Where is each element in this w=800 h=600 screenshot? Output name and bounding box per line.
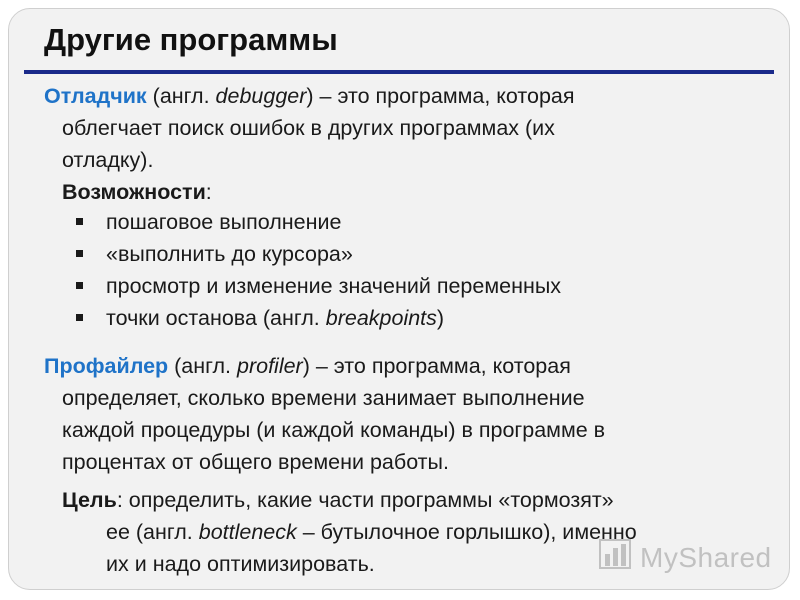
bottleneck-term: bottleneck: [198, 520, 297, 544]
bullet-icon: [76, 314, 83, 321]
debugger-en-term: debugger: [215, 84, 307, 108]
watermark: [598, 538, 772, 577]
goal-line-2: [106, 516, 637, 548]
profiler-line-1: [44, 350, 571, 382]
goal-line-3: их и надо оптимизировать.: [106, 552, 375, 576]
slide-title: Другие программы: [44, 22, 338, 57]
features-heading: [62, 176, 212, 208]
goal-label: Цель: [62, 488, 117, 512]
feature-item-3: просмотр и изменение значений переменных: [106, 274, 562, 298]
feature-4-close: ): [436, 306, 445, 330]
goal-line-2-text: ее (англ.: [106, 520, 199, 544]
profiler-line-4: процентах от общего времени работы.: [62, 450, 449, 474]
features-colon: :: [205, 180, 212, 204]
features-label: Возможности: [62, 180, 206, 204]
debugger-line-2: облегчает поиск ошибок в других программах (их: [62, 116, 555, 140]
bullet-icon: [76, 282, 83, 289]
goal-line-2-end: – бутылочное горлышко), именно: [296, 520, 637, 544]
title-underline: [24, 70, 774, 74]
debugger-term: Отладчик: [44, 84, 147, 108]
profiler-text-end: ) – это программа, которая: [302, 354, 571, 378]
profiler-en-term: profiler: [237, 354, 303, 378]
bullet-icon: [76, 218, 83, 225]
feature-item-2: «выполнить до курсора»: [106, 242, 353, 266]
feature-4-text: точки останова (англ.: [106, 306, 326, 330]
debugger-line-1: [44, 80, 575, 112]
bullet-icon: [76, 250, 83, 257]
debugger-text-end: ) – это программа, которая: [306, 84, 575, 108]
feature-item-1: пошаговое выполнение: [106, 210, 342, 234]
bar-chart-logo-icon: [598, 538, 634, 577]
debugger-line-3: отладку).: [62, 148, 154, 172]
goal-line-1: [62, 484, 614, 516]
breakpoints-term: breakpoints: [325, 306, 437, 330]
profiler-text: (англ.: [168, 354, 237, 378]
watermark-text: MyShared: [640, 541, 772, 573]
goal-text: : определить, какие части программы «тормозят»: [116, 488, 614, 512]
profiler-line-2: определяет, сколько времени занимает выполнение: [62, 386, 585, 410]
feature-item-4: [106, 302, 444, 334]
debugger-text: (англ.: [146, 84, 216, 108]
profiler-term: Профайлер: [44, 354, 169, 378]
profiler-line-3: каждой процедуры (и каждой команды) в программе в: [62, 418, 606, 442]
